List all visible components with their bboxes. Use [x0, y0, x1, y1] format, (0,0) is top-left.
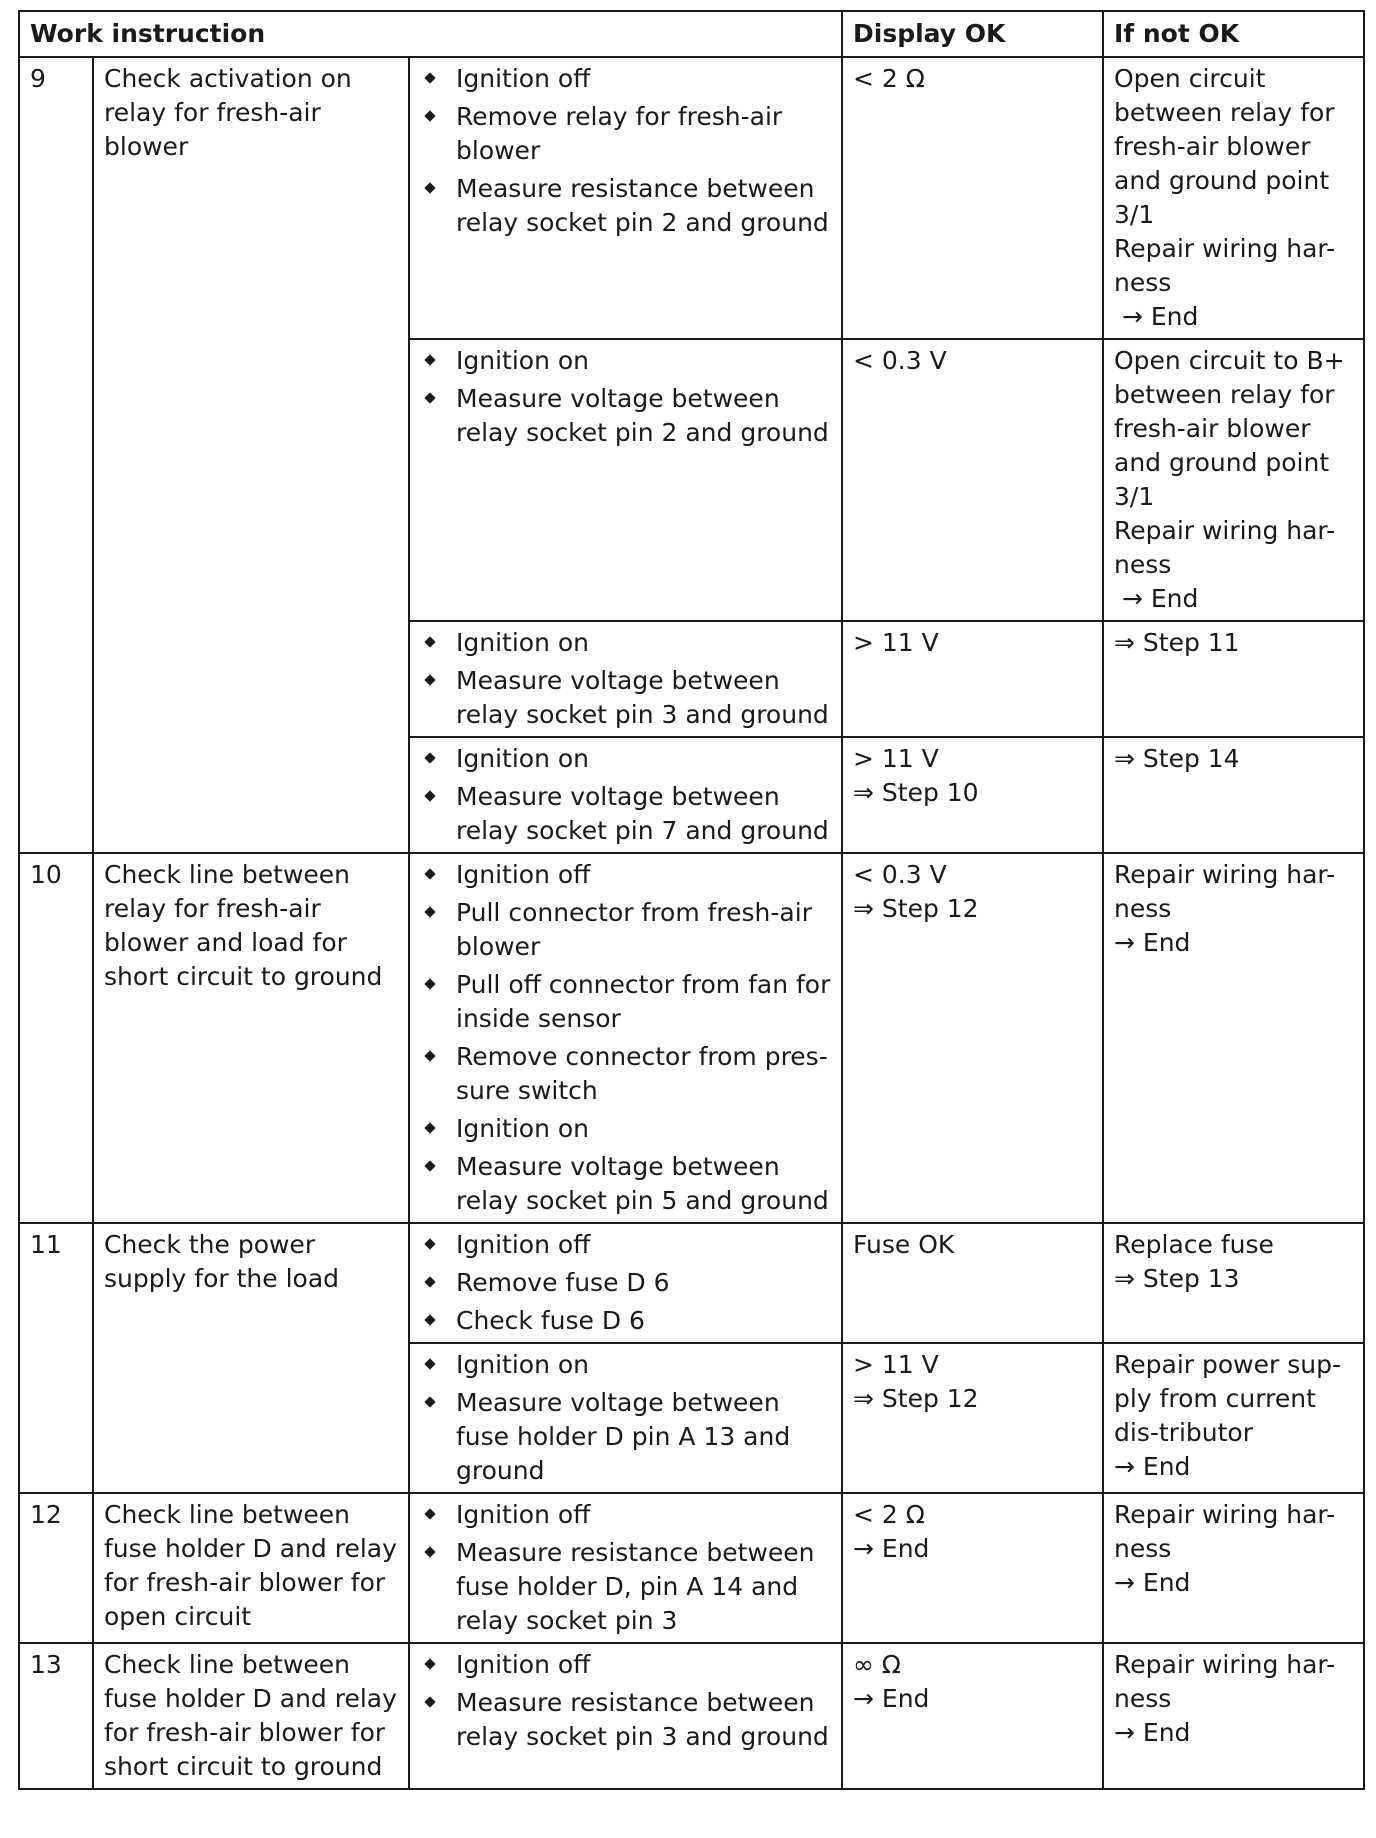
header-row [19, 11, 1364, 57]
action-text: Ignition off [456, 1230, 591, 1259]
if-not-ok-value: → End [1114, 1452, 1191, 1481]
action-item [422, 172, 833, 240]
step-check-description: Check line between relay for fresh-air blower and load for short circuit to ground [93, 853, 409, 1223]
action-item [422, 1348, 833, 1382]
action-item [422, 1686, 833, 1754]
action-text: Measure voltage between relay socket pin 2 and ground [456, 384, 829, 447]
step-number: 13 [19, 1643, 93, 1789]
display-ok-value: ⇒ Step 12 [853, 1384, 979, 1413]
bullet-diamond-icon [424, 978, 435, 989]
action-item [422, 858, 833, 892]
action-text: Remove fuse D 6 [456, 1268, 670, 1297]
header-if-not-ok: If not OK [1103, 11, 1364, 57]
action-item [422, 100, 833, 168]
if-not-ok-value: → End [1114, 928, 1191, 957]
action-list [422, 62, 833, 240]
bullet-diamond-icon [424, 1276, 435, 1287]
action-text: Measure voltage between fuse holder D pin A 13 and ground [456, 1388, 791, 1485]
if-not-ok-value: Repair wiring har-ness [1114, 860, 1336, 923]
if-not-ok-value: ⇒ Step 11 [1114, 628, 1240, 657]
action-text: Ignition on [456, 346, 590, 375]
action-item [422, 780, 833, 848]
action-text: Measure voltage between relay socket pin 5 and ground [456, 1152, 829, 1215]
action-item [422, 1648, 833, 1682]
action-list-cell [409, 737, 842, 853]
bullet-diamond-icon [424, 110, 435, 121]
action-text: Measure resistance between relay socket pin 3 and ground [456, 1688, 829, 1751]
display-ok-value: > 11 V [853, 628, 939, 657]
if-not-ok-cell [1103, 1223, 1364, 1343]
display-ok-cell [842, 737, 1103, 853]
table-row [19, 853, 1364, 1223]
bullet-diamond-icon [424, 392, 435, 403]
bullet-diamond-icon [424, 72, 435, 83]
action-item [422, 1112, 833, 1146]
display-ok-cell [842, 1493, 1103, 1643]
if-not-ok-value: Repair wiring har-ness [1114, 516, 1336, 579]
header-display-ok: Display OK [842, 11, 1103, 57]
if-not-ok-cell [1103, 737, 1364, 853]
action-item [422, 62, 833, 96]
if-not-ok-value: Replace fuse [1114, 1230, 1274, 1259]
display-ok-cell [842, 1223, 1103, 1343]
action-text: Pull connector from fresh-air blower [456, 898, 812, 961]
display-ok-value: → End [853, 1534, 930, 1563]
action-list [422, 1648, 833, 1754]
action-text: Measure resistance between fuse holder D, pin A 14 and relay socket pin 3 [456, 1538, 815, 1635]
step-check-description: Check activation on relay for fresh-air blower [93, 57, 409, 853]
action-item [422, 1536, 833, 1638]
action-text: Ignition off [456, 1650, 591, 1679]
action-text: Check fuse D 6 [456, 1306, 645, 1335]
action-list [422, 626, 833, 732]
bullet-diamond-icon [424, 636, 435, 647]
bullet-diamond-icon [424, 752, 435, 763]
action-item [422, 1228, 833, 1262]
if-not-ok-value: ⇒ Step 14 [1114, 744, 1240, 773]
step-number: 12 [19, 1493, 93, 1643]
step-check-description: Check line between fuse holder D and relay for fresh-air blower for short circuit to ground [93, 1643, 409, 1789]
action-list-cell [409, 1343, 842, 1493]
bullet-diamond-icon [424, 868, 435, 879]
action-item [422, 344, 833, 378]
bullet-diamond-icon [424, 674, 435, 685]
display-ok-value: < 0.3 V [853, 346, 947, 375]
action-text: Measure voltage between relay socket pin 3 and ground [456, 666, 829, 729]
step-number: 11 [19, 1223, 93, 1493]
action-list-cell [409, 57, 842, 339]
display-ok-cell [842, 1343, 1103, 1493]
bullet-diamond-icon [424, 182, 435, 193]
action-item [422, 382, 833, 450]
bullet-diamond-icon [424, 790, 435, 801]
action-item [422, 1150, 833, 1218]
display-ok-value: < 0.3 V [853, 860, 947, 889]
table-body [19, 57, 1364, 1789]
bullet-diamond-icon [424, 1358, 435, 1369]
action-item [422, 1498, 833, 1532]
action-list [422, 344, 833, 450]
display-ok-value: ∞ Ω [853, 1650, 901, 1679]
if-not-ok-value: Repair wiring har-ness [1114, 1500, 1336, 1563]
display-ok-value: ⇒ Step 12 [853, 894, 979, 923]
action-list-cell [409, 339, 842, 621]
header-work-instruction: Work instruction [19, 11, 842, 57]
bullet-diamond-icon [424, 1546, 435, 1557]
display-ok-cell [842, 853, 1103, 1223]
bullet-diamond-icon [424, 1238, 435, 1249]
action-text: Ignition on [456, 1114, 590, 1143]
if-not-ok-value: Repair wiring har-ness [1114, 1650, 1336, 1713]
display-ok-value: > 11 V [853, 1350, 939, 1379]
display-ok-cell [842, 1643, 1103, 1789]
table-row [19, 1223, 1364, 1343]
display-ok-cell [842, 57, 1103, 339]
action-list [422, 1348, 833, 1488]
if-not-ok-cell [1103, 853, 1364, 1223]
action-text: Measure resistance between relay socket pin 2 and ground [456, 174, 829, 237]
if-not-ok-cell [1103, 621, 1364, 737]
bullet-diamond-icon [424, 354, 435, 365]
if-not-ok-value: → End [1114, 1568, 1191, 1597]
if-not-ok-value: → End [1114, 1718, 1191, 1747]
action-text: Remove connector from pres-sure switch [456, 1042, 828, 1105]
step-check-description: Check the power supply for the load [93, 1223, 409, 1493]
table-row [19, 1493, 1364, 1643]
table-row [19, 57, 1364, 339]
action-list [422, 858, 833, 1218]
display-ok-value: < 2 Ω [853, 64, 925, 93]
display-ok-value: > 11 V [853, 744, 939, 773]
bullet-diamond-icon [424, 1696, 435, 1707]
display-ok-cell [842, 339, 1103, 621]
if-not-ok-value: Open circuit to B+ between relay for fresh-air blower and ground point 3/1 [1114, 346, 1353, 511]
action-item [422, 626, 833, 660]
action-text: Ignition on [456, 1350, 590, 1379]
if-not-ok-value: Open circuit between relay for fresh-air blower and ground point 3/1 [1114, 64, 1343, 229]
if-not-ok-value: → End [1114, 302, 1199, 331]
table-row [19, 1643, 1364, 1789]
action-item [422, 1266, 833, 1300]
step-number: 10 [19, 853, 93, 1223]
display-ok-value: → End [853, 1684, 930, 1713]
if-not-ok-cell [1103, 57, 1364, 339]
if-not-ok-value: Repair power sup-ply from current dis-tributor [1114, 1350, 1341, 1447]
action-text: Ignition off [456, 64, 591, 93]
if-not-ok-value: ⇒ Step 13 [1114, 1264, 1240, 1293]
action-text: Remove relay for fresh-air blower [456, 102, 783, 165]
bullet-diamond-icon [424, 906, 435, 917]
bullet-diamond-icon [424, 1658, 435, 1669]
action-item [422, 742, 833, 776]
bullet-diamond-icon [424, 1050, 435, 1061]
bullet-diamond-icon [424, 1122, 435, 1133]
action-item [422, 1386, 833, 1488]
if-not-ok-cell [1103, 1493, 1364, 1643]
if-not-ok-value: Repair wiring har-ness [1114, 234, 1336, 297]
action-item [422, 1304, 833, 1338]
action-list-cell [409, 853, 842, 1223]
action-text: Ignition on [456, 744, 590, 773]
work-instruction-table [18, 10, 1365, 1790]
bullet-diamond-icon [424, 1396, 435, 1407]
action-text: Pull off connector from fan for inside sensor [456, 970, 831, 1033]
action-list-cell [409, 1493, 842, 1643]
action-list [422, 742, 833, 848]
action-text: Measure voltage between relay socket pin 7 and ground [456, 782, 829, 845]
if-not-ok-value: → End [1114, 584, 1199, 613]
if-not-ok-cell [1103, 1343, 1364, 1493]
action-list-cell [409, 621, 842, 737]
action-item [422, 968, 833, 1036]
action-item [422, 664, 833, 732]
display-ok-cell [842, 621, 1103, 737]
display-ok-value: ⇒ Step 10 [853, 778, 979, 807]
display-ok-value: Fuse OK [853, 1230, 955, 1259]
step-number: 9 [19, 57, 93, 853]
action-text: Ignition off [456, 1500, 591, 1529]
display-ok-value: < 2 Ω [853, 1500, 925, 1529]
action-list-cell [409, 1643, 842, 1789]
action-item [422, 896, 833, 964]
step-check-description: Check line between fuse holder D and relay for fresh-air blower for open circuit [93, 1493, 409, 1643]
action-text: Ignition off [456, 860, 591, 889]
if-not-ok-cell [1103, 1643, 1364, 1789]
bullet-diamond-icon [424, 1160, 435, 1171]
bullet-diamond-icon [424, 1508, 435, 1519]
action-item [422, 1040, 833, 1108]
if-not-ok-cell [1103, 339, 1364, 621]
action-list [422, 1498, 833, 1638]
action-text: Ignition on [456, 628, 590, 657]
action-list-cell [409, 1223, 842, 1343]
bullet-diamond-icon [424, 1314, 435, 1325]
action-list [422, 1228, 833, 1338]
